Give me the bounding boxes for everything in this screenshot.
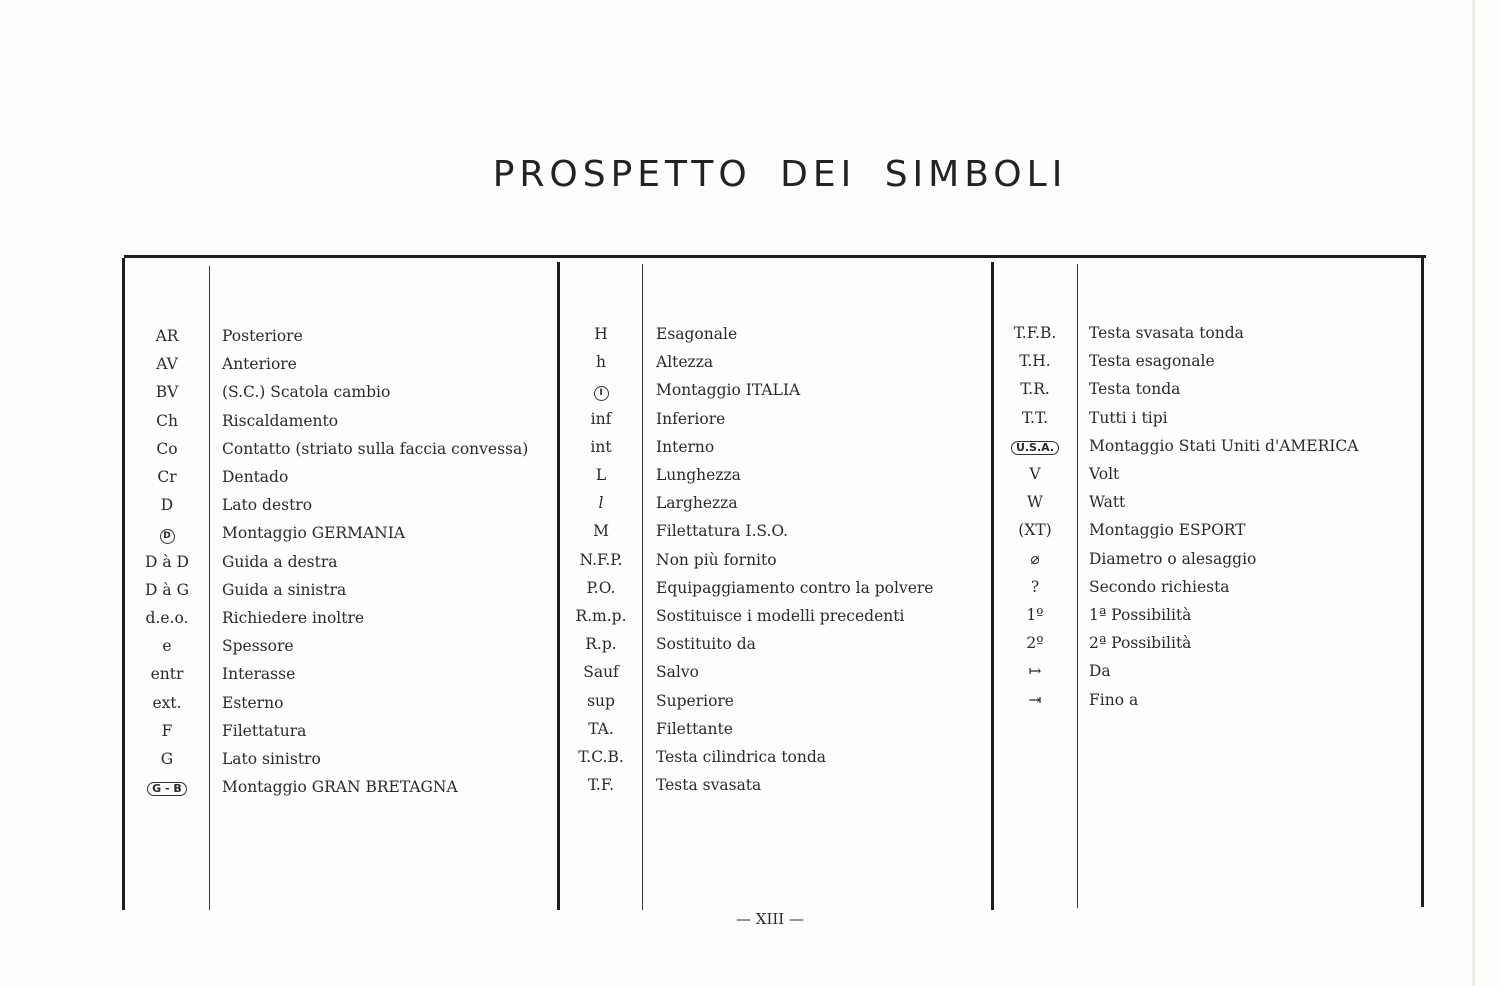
table-left-border [122,258,125,910]
symbol-cell [560,433,642,461]
symbol-cell [994,516,1076,544]
description-cell: Diametro o alesaggio [1089,549,1257,568]
page-number: — XIII — [736,910,804,928]
symbol-text: ? [1030,577,1040,596]
symbol-text: L [595,466,607,484]
symbol-text: TA. [588,719,614,738]
symbol-text: ext. [152,693,182,712]
symbol-cell [126,604,208,632]
symbol-text: T.F.B. [1013,324,1057,342]
column-divider [1077,264,1078,908]
symbol-cell [994,404,1076,432]
symbol-cell [126,519,208,547]
symbol-text: R.m.p. [575,607,627,625]
description-cell: Guida a sinistra [222,580,347,599]
description-cell: Testa svasata [656,776,762,795]
symbol-cell [126,745,208,773]
symbol-text: sup [587,691,615,710]
symbol-text: ↦ [1028,662,1042,681]
symbol-cell [126,463,208,491]
description-cell: Watt [1089,493,1126,512]
description-cell: Posteriore [222,327,303,345]
description-cell: 1ª Possibilità [1089,606,1192,624]
symbol-text: T.C.B. [578,748,624,766]
table-top-border [124,255,1426,258]
symbol-cell [994,375,1076,403]
symbol-cell [126,717,208,745]
symbol-text: D [160,496,174,515]
description-cell: Equipaggiamento contro la polvere [656,578,934,597]
description-cell: Guida a destra [222,552,338,571]
symbol-cell [126,576,208,604]
symbol-text: entr [150,665,184,684]
symbol-cell [126,660,208,688]
symbol-text: 1º [1026,606,1044,624]
symbol-text: inf [590,409,612,428]
description-cell: Montaggio ITALIA [656,381,801,400]
symbol-text: H [594,325,608,343]
symbol-text: F [161,721,173,740]
symbol-cell [994,686,1076,714]
symbol-cell [126,350,208,378]
symbol-cell [560,546,642,574]
description-cell: Interasse [222,665,296,684]
symbol-cell [126,435,208,463]
symbol-cell [560,320,642,348]
symbol-text: l [598,494,604,513]
symbol-cell [994,488,1076,516]
symbol-cell [994,460,1076,488]
description-cell: 2ª Possibilità [1089,634,1192,653]
description-cell: Filettante [656,719,733,738]
symbol-cell [560,687,642,715]
symbol-cell [560,405,642,433]
symbol-text: T.R. [1020,380,1050,399]
symbol-text: BV [155,383,179,402]
symbol-text: h [596,353,606,372]
description-cell: Montaggio ESPORT [1089,521,1246,540]
symbol-cell [994,601,1076,629]
description-cell: Montaggio GERMANIA [222,524,406,543]
symbol-text: Sauf [583,663,619,682]
symbol-cell [560,489,642,517]
symbol-text: W [1027,493,1043,512]
symbol-text: T.T. [1022,408,1048,427]
description-cell: Dentado [222,468,289,486]
table-right-border [1421,255,1424,907]
description-cell: Salvo [656,663,699,682]
description-cell: (S.C.) Scatola cambio [222,383,391,402]
description-cell: Esagonale [656,325,738,343]
page-edge [1472,0,1475,986]
symbol-cell [994,573,1076,601]
description-cell: Testa svasata tonda [1089,324,1244,342]
column-divider [642,264,643,910]
symbol-cell [994,657,1076,685]
symbol-text: T.H. [1019,352,1051,371]
symbol-cell [560,630,642,658]
symbol-cell [560,602,642,630]
symbol-text: ⇥ [1028,690,1042,709]
symbol-text: Cr [157,468,177,486]
symbol-cell [126,491,208,519]
symbol-text: P.O. [586,578,616,597]
symbol-text: I [594,386,609,401]
symbol-text: N.F.P. [579,550,623,569]
page-title: PROSPETTO DEI SIMBOLI [492,154,1068,195]
description-cell: Sostituito da [656,635,756,654]
symbol-text: int [590,437,612,456]
description-cell: Riscaldamento [222,411,339,430]
symbol-text: AR [155,327,179,345]
symbol-cell [126,548,208,576]
symbol-cell [560,771,642,799]
symbol-text: D [160,529,175,544]
symbol-text: Ch [156,411,178,430]
symbol-text: U.S.A. [1011,441,1059,455]
symbol-cell [126,632,208,660]
description-cell: Interno [656,437,715,456]
description-cell: Contatto (striato sulla faccia convessa) [222,439,529,458]
symbol-cell [560,461,642,489]
symbol-cell [560,574,642,602]
symbol-text: D à G [145,580,189,599]
symbol-text: D à D [145,552,189,571]
description-cell: Testa esagonale [1089,352,1215,371]
symbol-text: T.F. [587,776,615,795]
symbol-text: d.e.o. [145,609,189,627]
symbol-cell [994,432,1076,460]
symbol-text: G - B [147,782,187,796]
description-cell: Filettatura I.S.O. [656,522,789,541]
description-cell: Lato destro [222,496,313,515]
symbol-text: e [162,637,172,656]
description-cell: Volt [1089,465,1120,483]
description-cell: Superiore [656,691,734,710]
symbol-text: M [593,522,609,541]
symbol-text: Co [156,439,178,458]
symbol-cell [560,376,642,404]
symbol-text: V [1029,465,1041,483]
description-cell: Testa tonda [1089,380,1181,399]
symbol-cell [126,689,208,717]
description-cell: Spessore [222,637,294,656]
description-cell: Esterno [222,693,284,712]
description-cell: Inferiore [656,409,726,428]
symbol-text: AV [156,355,178,374]
symbol-text: ⌀ [1030,549,1040,568]
symbol-cell [560,743,642,771]
symbol-cell [994,545,1076,573]
symbol-cell [126,322,208,350]
description-cell: Anteriore [222,355,297,374]
symbol-text: 2º [1026,634,1044,653]
symbol-cell [994,319,1076,347]
column-divider [209,266,210,910]
description-cell: Lunghezza [656,466,741,484]
description-cell: Altezza [656,353,714,372]
symbol-cell [126,378,208,406]
description-cell: Secondo richiesta [1089,577,1230,596]
description-cell: Sostituisce i modelli precedenti [656,607,905,625]
description-cell: Non più fornito [656,550,777,569]
description-cell: Montaggio Stati Uniti d'AMERICA [1089,436,1359,455]
description-cell: Larghezza [656,494,738,513]
description-cell: Richiedere inoltre [222,609,365,627]
description-cell: Filettatura [222,721,307,740]
symbol-cell [126,773,208,801]
symbol-cell [994,347,1076,375]
symbol-cell [994,629,1076,657]
description-cell: Da [1089,662,1111,681]
symbol-cell [126,407,208,435]
description-cell: Testa cilindrica tonda [656,748,827,766]
description-cell: Lato sinistro [222,750,321,768]
symbol-text: R.p. [585,635,617,654]
description-cell: Montaggio GRAN BRETAGNA [222,778,458,797]
description-cell: Fino a [1089,690,1139,709]
symbol-cell [560,715,642,743]
symbol-text: G [160,750,174,768]
symbol-cell [560,658,642,686]
symbol-cell [560,517,642,545]
description-cell: Tutti i tipi [1089,408,1168,427]
symbol-cell [560,348,642,376]
symbol-text: (XT) [1018,521,1052,540]
